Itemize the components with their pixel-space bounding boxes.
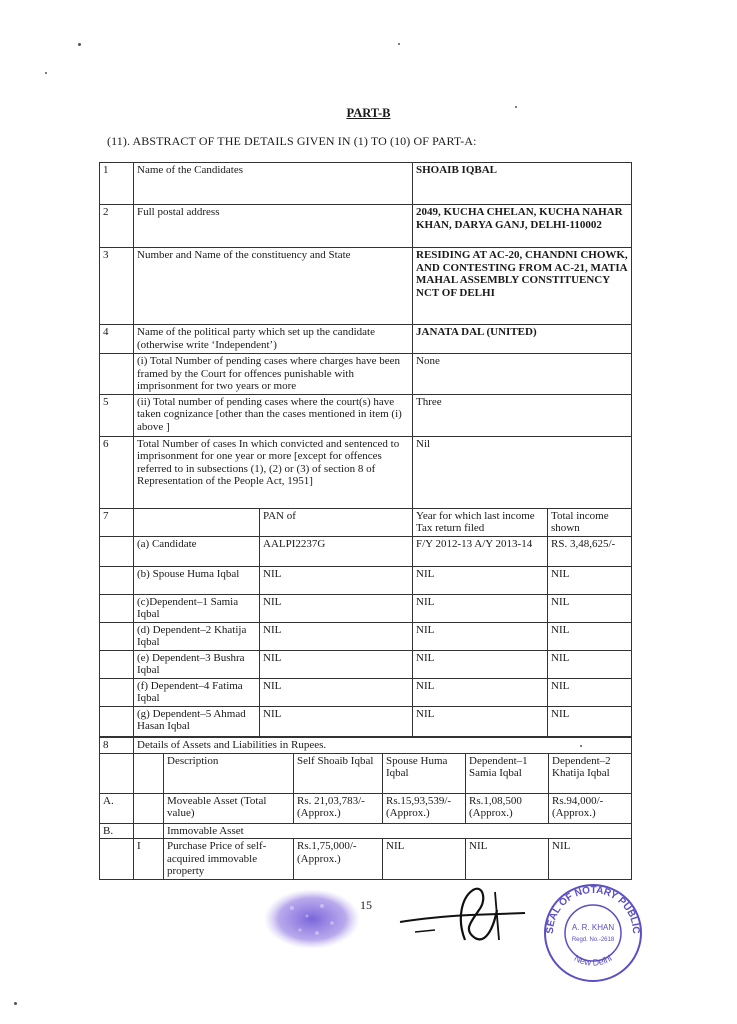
income: NIL — [548, 622, 632, 650]
part-heading: PART-B — [346, 106, 391, 120]
col-header-description: Description — [164, 753, 294, 793]
income: RS. 3,48,625/- — [548, 536, 632, 566]
row-mark: A. — [100, 793, 134, 823]
row-number: 4 — [100, 325, 134, 354]
col-header-income: Total income shown — [548, 508, 632, 536]
pending-cases-cognizance: Three — [413, 394, 632, 436]
scan-speck — [14, 1002, 17, 1005]
table-row — [100, 650, 632, 678]
scan-speck — [398, 43, 400, 45]
asset-dep1: NIL — [466, 839, 549, 880]
row-number — [100, 354, 134, 395]
pan: NIL — [260, 566, 413, 594]
table-row — [100, 753, 632, 793]
row-label: Full postal address — [134, 205, 413, 248]
pending-cases-charged: None — [413, 354, 632, 395]
political-party: JANATA DAL (UNITED) — [413, 325, 632, 354]
scan-speck — [45, 72, 47, 74]
asset-description: Moveable Asset (Total value) — [164, 793, 294, 823]
asset-description: Purchase Price of self-acquired immovable property — [164, 839, 294, 880]
table-row — [100, 566, 632, 594]
person: (d) Dependent–2 Khatija Iqbal — [134, 622, 260, 650]
constituency: RESIDING AT AC-20, CHANDNI CHOWK, AND CONTESTING FROM AC-21, MATIA MAHAL ASSEMBLY CONSTITUENCY NCT OF DELHI — [413, 248, 632, 325]
row-number: 7 — [100, 508, 134, 536]
row-number: 6 — [100, 436, 134, 508]
convicted-cases: Nil — [413, 436, 632, 508]
col-header-year: Year for which last income Tax return filed — [413, 508, 548, 536]
table-row — [100, 678, 632, 706]
row-label: Number and Name of the constituency and State — [134, 248, 413, 325]
table-row — [100, 354, 632, 395]
itr-year: NIL — [413, 622, 548, 650]
itr-year: NIL — [413, 594, 548, 622]
table-row — [100, 839, 632, 880]
scan-speck — [580, 745, 582, 747]
table-row — [100, 163, 632, 205]
person: (e) Dependent–3 Bushra Iqbal — [134, 650, 260, 678]
asset-spouse: Rs.15,93,539/- (Approx.) — [383, 793, 466, 823]
pan: NIL — [260, 650, 413, 678]
seal-top-text: SEAL OF NOTARY PUBLIC — [544, 884, 642, 935]
signature — [395, 880, 545, 960]
table-row — [100, 738, 632, 754]
abstract-table — [99, 162, 632, 737]
svg-text:New Delhi — [573, 953, 614, 968]
thumb-impression — [262, 888, 362, 950]
table-row — [100, 706, 632, 736]
table-row — [100, 793, 632, 823]
person: (a) Candidate — [134, 536, 260, 566]
person: (b) Spouse Huma Iqbal — [134, 566, 260, 594]
person: (c)Dependent–1 Samia Iqbal — [134, 594, 260, 622]
row-number: 1 — [100, 163, 134, 205]
pan: NIL — [260, 706, 413, 736]
col-header-dep2: Dependent–2 Khatija Iqbal — [549, 753, 632, 793]
assets-table — [99, 737, 632, 880]
row-mark: I — [134, 839, 164, 880]
scan-speck — [515, 106, 517, 108]
income: NIL — [548, 706, 632, 736]
col-header-pan: PAN of — [260, 508, 413, 536]
table-row — [100, 394, 632, 436]
person: (g) Dependent–5 Ahmad Hasan Iqbal — [134, 706, 260, 736]
seal-name: A. R. KHAN — [571, 923, 615, 932]
income: NIL — [548, 678, 632, 706]
row-label: Name of the political party which set up the candidate (otherwise write ‘Independent’) — [134, 325, 413, 354]
income: NIL — [548, 650, 632, 678]
itr-year: NIL — [413, 706, 548, 736]
pan: AALPI2237G — [260, 536, 413, 566]
assets-title: Details of Assets and Liabilities in Rupees. — [134, 738, 632, 754]
col-header-dep1: Dependent–1 Samia Iqbal — [466, 753, 549, 793]
asset-self: Rs. 21,03,783/- (Approx.) — [294, 793, 383, 823]
seal-regd: Regd. No.-2618 — [571, 937, 615, 943]
asset-dep2: NIL — [549, 839, 632, 880]
asset-dep2: Rs.94,000/- (Approx.) — [549, 793, 632, 823]
asset-spouse: NIL — [383, 839, 466, 880]
table-row — [100, 508, 632, 536]
row-mark: B. — [100, 823, 134, 839]
asset-description: Immovable Asset — [164, 823, 632, 839]
row-number: 2 — [100, 205, 134, 248]
table-row — [100, 536, 632, 566]
income: NIL — [548, 566, 632, 594]
person: (f) Dependent–4 Fatima Iqbal — [134, 678, 260, 706]
itr-year: NIL — [413, 678, 548, 706]
itr-year: NIL — [413, 566, 548, 594]
table-row — [100, 325, 632, 354]
row-number: 5 — [100, 394, 134, 436]
row-label: Total Number of cases In which convicted and sentenced to imprisonment for one year or more [except for offences referred to in subsections (1), (2) or (3) of section 8 of Representation of the People Act, 1951] — [134, 436, 413, 508]
seal-city: New Delhi — [572, 952, 614, 968]
itr-year: NIL — [413, 650, 548, 678]
itr-year: F/Y 2012-13 A/Y 2013-14 — [413, 536, 548, 566]
table-row — [100, 823, 632, 839]
page-number: 15 — [360, 898, 372, 912]
scan-speck — [78, 43, 81, 46]
table-row — [100, 248, 632, 325]
row-label: (ii) Total number of pending cases where the court(s) have taken cognizance [other than the cases mentioned in item (i) above ] — [134, 394, 413, 436]
pan: NIL — [260, 622, 413, 650]
postal-address: 2049, KUCHA CHELAN, KUCHA NAHAR KHAN, DARYA GANJ, DELHI-110002 — [413, 205, 632, 248]
row-label: Name of the Candidates — [134, 163, 413, 205]
row-number: 3 — [100, 248, 134, 325]
table-row — [100, 622, 632, 650]
table-row — [100, 594, 632, 622]
row-number: 8 — [100, 738, 134, 754]
asset-self: Rs.1,75,000/- (Approx.) — [294, 839, 383, 880]
pan: NIL — [260, 594, 413, 622]
abstract-subheading: (11). ABSTRACT OF THE DETAILS GIVEN IN (1) TO (10) OF PART-A: — [107, 134, 477, 148]
row-label: (i) Total Number of pending cases where charges have been framed by the Court for offences punishable with imprisonment for two years or more — [134, 354, 413, 395]
asset-dep1: Rs.1,08,500 (Approx.) — [466, 793, 549, 823]
table-row — [100, 205, 632, 248]
income: NIL — [548, 594, 632, 622]
col-header-spouse: Spouse Huma Iqbal — [383, 753, 466, 793]
candidate-name: SHOAIB IQBAL — [413, 163, 632, 205]
notary-seal — [538, 878, 648, 988]
table-row — [100, 436, 632, 508]
pan: NIL — [260, 678, 413, 706]
col-header-self: Self Shoaib Iqbal — [294, 753, 383, 793]
